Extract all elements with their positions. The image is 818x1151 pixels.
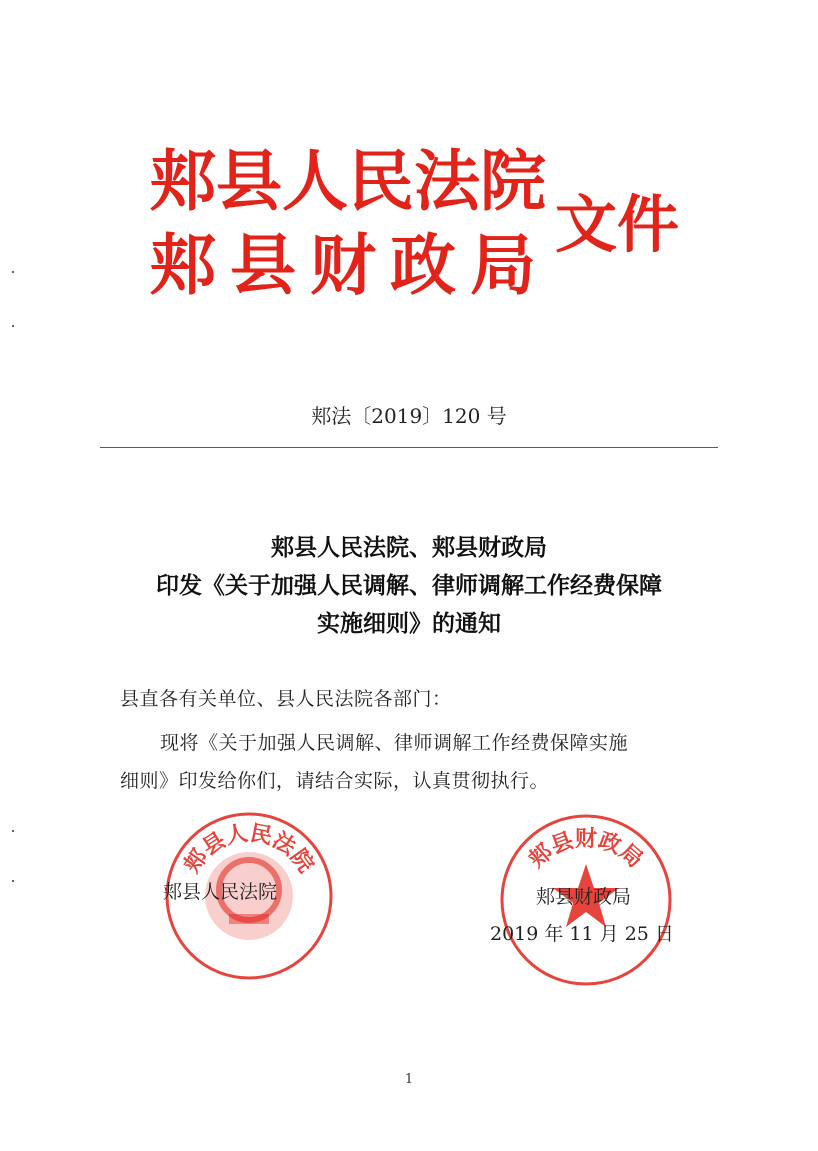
issuer-court-signature: 郏县人民法院 [163, 881, 278, 903]
issuer-finance-signature: 郏县财政局 [536, 886, 632, 908]
document-number: 郏法〔2019〕120 号 [311, 404, 507, 428]
scan-speck [12, 880, 14, 882]
issue-date: 2019 年 11 月 25 日 [490, 923, 674, 945]
court-seal-text: 郏县人民法院 [179, 821, 319, 878]
scan-speck [12, 271, 14, 273]
body-paragraph-line-2: 细则》印发给你们，请结合实际，认真贯彻执行。 [120, 770, 550, 792]
finance-seal-text: 郏县财政局 [524, 827, 648, 873]
body-paragraph-line-1: 现将《关于加强人民调解、律师调解工作经费保障实施 [160, 732, 629, 754]
page-number: 1 [404, 1072, 414, 1087]
scan-speck [12, 830, 14, 832]
salutation: 县直各有关单位、县人民法院各部门： [120, 688, 452, 710]
masthead-org-court: 郏县人民法院 [150, 143, 546, 220]
notice-title-line-1: 郏县人民法院、郏县财政局 [271, 535, 547, 561]
red-masthead [0, 0, 818, 330]
notice-title-line-2: 印发《关于加强人民调解、律师调解工作经费保障 [156, 573, 662, 599]
notice-title-line-3: 实施细则》的通知 [317, 611, 501, 637]
masthead-document-word: 文件 [555, 188, 680, 261]
masthead-org-finance: 郏县财政局 [150, 227, 550, 304]
scan-speck [12, 325, 14, 327]
red-divider-line [100, 447, 718, 448]
